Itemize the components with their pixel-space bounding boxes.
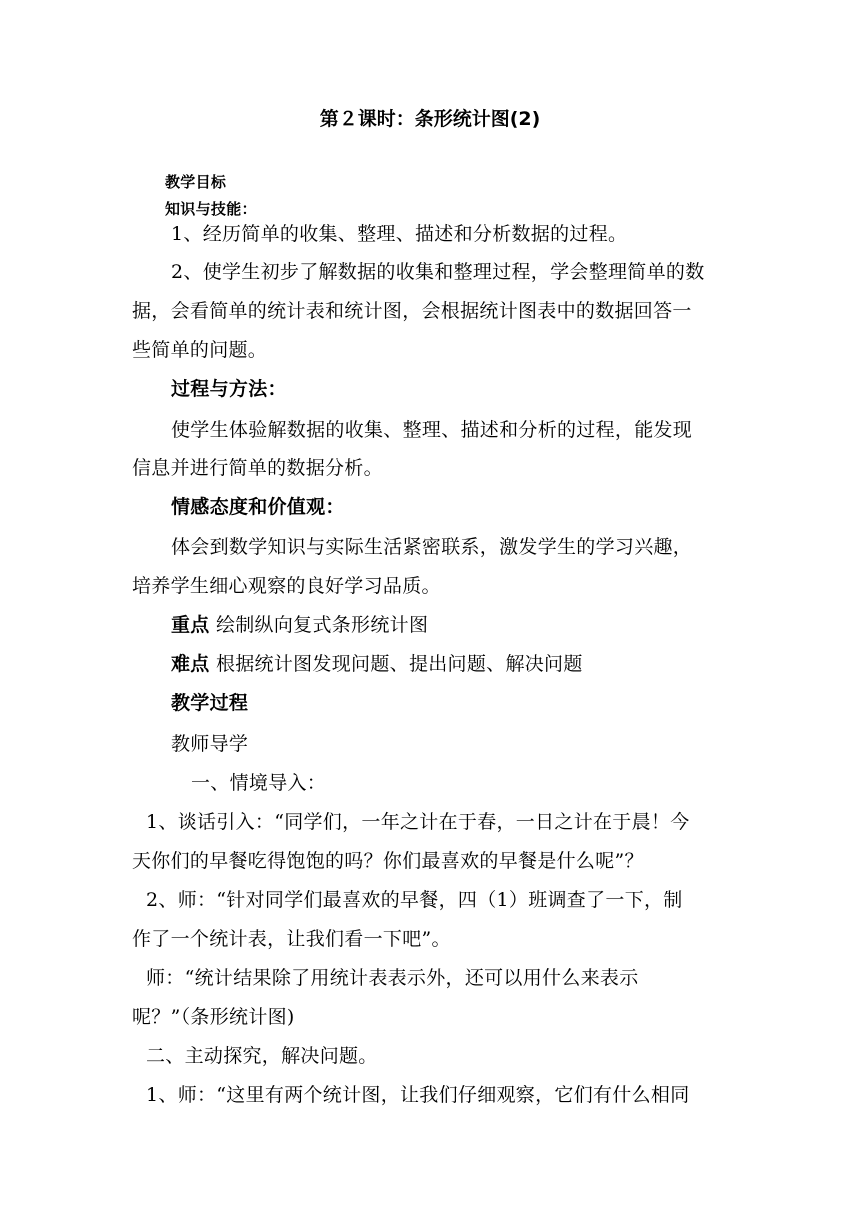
process-heading: 过程与方法：: [171, 378, 287, 400]
knowledge-item-2-line-3: 些简单的问题。: [132, 339, 268, 361]
key-point-label: 重点: [171, 614, 210, 636]
section-1-heading: 一、情境导入：: [191, 772, 327, 794]
key-point-text: 绘制纵向复式条形统计图: [215, 614, 429, 636]
section-2-heading: 二、主动探究，解决问题。: [146, 1045, 378, 1067]
knowledge-item-2-line-2: 据，会看简单的统计表和统计图，会根据统计图表中的数据回答一: [132, 300, 692, 322]
difficulty-text: 根据统计图发现问题、提出问题、解决问题: [215, 653, 583, 675]
item-3-line-1: 1、师：“这里有两个统计图，让我们仔细观察，它们有什么相同: [146, 1084, 690, 1106]
item-1-line-2: 天你们的早餐吃得饱饱的吗？你们最喜欢的早餐是什么呢”？: [132, 850, 644, 872]
item-2-line-1: 2、师：“针对同学们最喜欢的早餐，四（1）班调查了一下，制: [146, 889, 683, 911]
difficulty-line: [171, 652, 583, 676]
emotion-heading: 情感态度和价值观：: [171, 496, 345, 518]
difficulty-label: 难点: [171, 653, 210, 675]
process-line-2: 信息并进行简单的数据分析。: [132, 457, 383, 479]
item-1-line-1: 1、谈话引入：“同学们，一年之计在于春，一日之计在于晨！今: [146, 811, 690, 833]
process-line-1: 使学生体验解数据的收集、整理、描述和分析的过程，能发现: [171, 419, 693, 441]
item-2-line-2: 作了一个统计表，让我们看一下吧”。: [132, 928, 451, 950]
objectives-heading: 教学目标: [165, 173, 227, 191]
knowledge-heading: 知识与技能：: [165, 200, 257, 218]
emotion-line-2: 培养学生细心观察的良好学习品质。: [132, 575, 441, 597]
page-title: 第２课时：条形统计图(2): [319, 108, 541, 130]
teacher-question-line-1: 师：“统计结果除了用统计表表示外，还可以用什么来表示: [146, 967, 639, 989]
key-point-line: [171, 613, 428, 637]
knowledge-item-2-line-1: 2、使学生初步了解数据的收集和整理过程，学会整理简单的数: [171, 261, 705, 283]
teacher-question-line-2: 呢？”（条形统计图): [132, 1006, 295, 1028]
knowledge-item-1: 1、经历简单的收集、整理、描述和分析数据的过程。: [171, 223, 628, 245]
emotion-line-1: 体会到数学知识与实际生活紧密联系，激发学生的学习兴趣，: [171, 536, 693, 558]
teaching-process-heading: 教学过程: [171, 692, 249, 714]
teacher-guide: 教师导学: [171, 733, 249, 755]
